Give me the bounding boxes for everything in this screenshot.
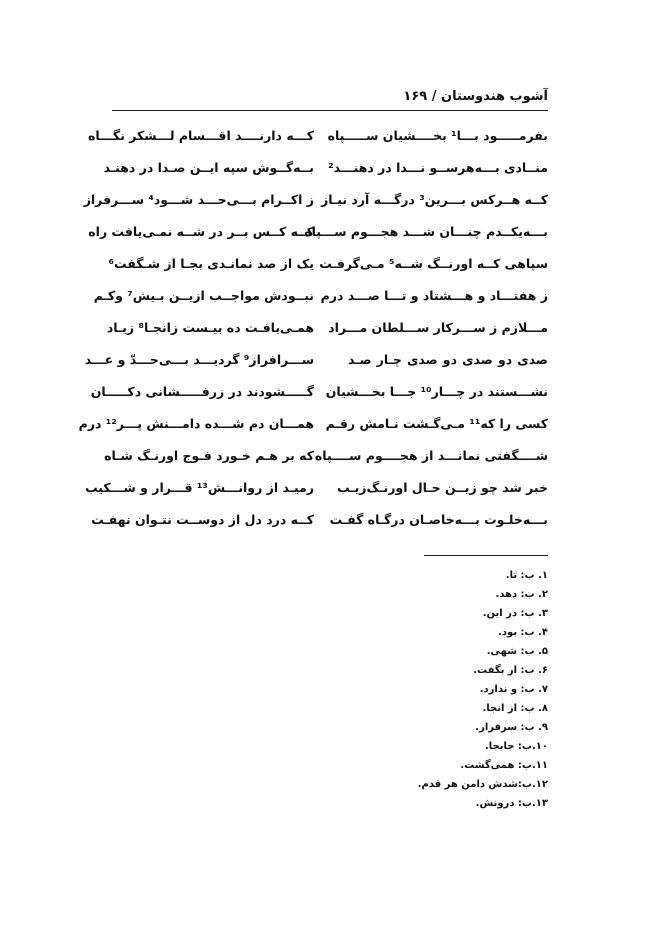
verse-line (78, 408, 548, 440)
verse-second-hemistich: کــه درد دل از دوســت نتـوان نهفـت (91, 512, 314, 527)
verse-first-hemistich: خبر شد چو زیــن حـال اورنـگ‌زیـب (337, 480, 548, 495)
verse-line (91, 504, 548, 536)
verse-second-hemistich: نبــودش مواجــب ازیــن بـیش⁷ وکـم (93, 288, 314, 303)
footnote: ۲. ب: دهد. (495, 589, 548, 600)
verse-line (106, 312, 548, 344)
verse-first-hemistich: صدی دو صدی دو صدی چـار صـد (348, 352, 548, 367)
verse-second-hemistich: یک از صد نمانـدی بجـا از شـگفت⁶ (108, 256, 314, 271)
verse-first-hemistich: شــــگفتی نمانـــد از هجــــوم ســــپاه (314, 448, 548, 463)
verse-first-hemistich: کسی را که¹¹ مـی‌گـشت نـامش رقـم (325, 416, 548, 431)
verse-line (85, 472, 548, 504)
verse-first-hemistich: مـــلازم ز ســـرکار ســـلطان مـــراد (328, 320, 548, 335)
footnote: ۵. ب: شهی. (486, 646, 548, 657)
verse-first-hemistich: کــه هــرکس بـــرین³ درگـــه آرد نیـاز (321, 192, 548, 207)
verse-first-hemistich: منــادی بـــه‌هرســو نـــدا در دهنـــد² (328, 160, 548, 175)
verse-second-hemistich: بــه‌گــوش سپه ایــن صـدا در دهنـد (103, 160, 314, 175)
verse-line (104, 440, 548, 472)
verse-first-hemistich: بـــه‌خلـوت بـــه‌خاصـان درگـاه گفـت (329, 512, 548, 527)
footnote: ۴. ب: بود. (498, 627, 548, 638)
verse-first-hemistich: بفرمـــــود بـــا¹ بخــــشیان ســـــپاه (327, 128, 548, 143)
verse-second-hemistich: ز اکــرام بـــی‌حـــد شـــود⁴ ســـرفراز (83, 192, 314, 207)
verse-second-hemistich: رمیـد از روانـــش¹³ قـــرار و شـــکیب (85, 480, 314, 495)
footnote: ۱۱.ب: همی‌گشت. (460, 760, 548, 771)
footnote: ۱۰.ب: جابجا. (484, 741, 548, 752)
verse-second-hemistich: ســـرافراز⁹ گردیـــد بـــی‌حـــدّ و عـــد (84, 352, 314, 367)
footnote-rule (424, 555, 548, 556)
verse-second-hemistich: کــه کــس بــر در شــه نمـی‌یافت راه (88, 224, 314, 239)
verse-line (84, 344, 548, 376)
verse-line (93, 280, 548, 312)
verse-first-hemistich: نشـــستند در چـــار¹⁰ جـــا بخـــشیان (325, 384, 548, 399)
verse-line (88, 120, 548, 152)
verse-second-hemistich: همـــان دم شـــده دامـــنش پـــر¹² درم (78, 416, 314, 431)
verse-second-hemistich: که بر هـم خـورد فـوج اورنـگ شـاه (104, 448, 314, 463)
verse-first-hemistich: بـــه‌یکــدم چنـــان شـــد هجـــوم ســـپاه (304, 224, 548, 239)
verse-line (103, 152, 548, 184)
verse-first-hemistich: سپاهی کــه اورنــگ شــه⁵ مـی‌گرفـت (319, 256, 548, 271)
footnote: ۱۳.ب: درونش. (475, 798, 548, 809)
footnote: ۱. ب: تا. (505, 570, 548, 581)
running-header: آشوب هندوستان / ۱۶۹ (403, 89, 548, 104)
verse-line (88, 216, 548, 248)
footnote: ۹. ب: سرفراز. (475, 722, 548, 733)
footnote-list (300, 566, 548, 813)
header-rule (112, 110, 548, 111)
verse-line (108, 248, 548, 280)
footnote: ۸. ب: از انجا. (482, 703, 548, 714)
footnote: ۳. ب: در این. (482, 608, 548, 619)
verse-second-hemistich: همـی‌یافـت ده بیـست زانجـا⁸ زیـاد (106, 320, 314, 335)
verse-second-hemistich: گـــــشودند در زرفـــــشانی دکـــــان (90, 384, 314, 399)
footnote: ۱۲.ب:شدش دامن هر قدم. (417, 779, 548, 790)
footnote: ۷. ب: و ندارد. (479, 684, 548, 695)
verse-first-hemistich: ز هفتـــاد و هـــشتاد و تـــا صـــد درم (320, 288, 548, 303)
verse-second-hemistich: کـــه دارنــــد اقـــسام لـــشکر نگـــاه (88, 128, 314, 143)
verse-line (83, 184, 548, 216)
verse-line (90, 376, 548, 408)
footnote: ۶. ب: ار بگفت. (473, 665, 548, 676)
